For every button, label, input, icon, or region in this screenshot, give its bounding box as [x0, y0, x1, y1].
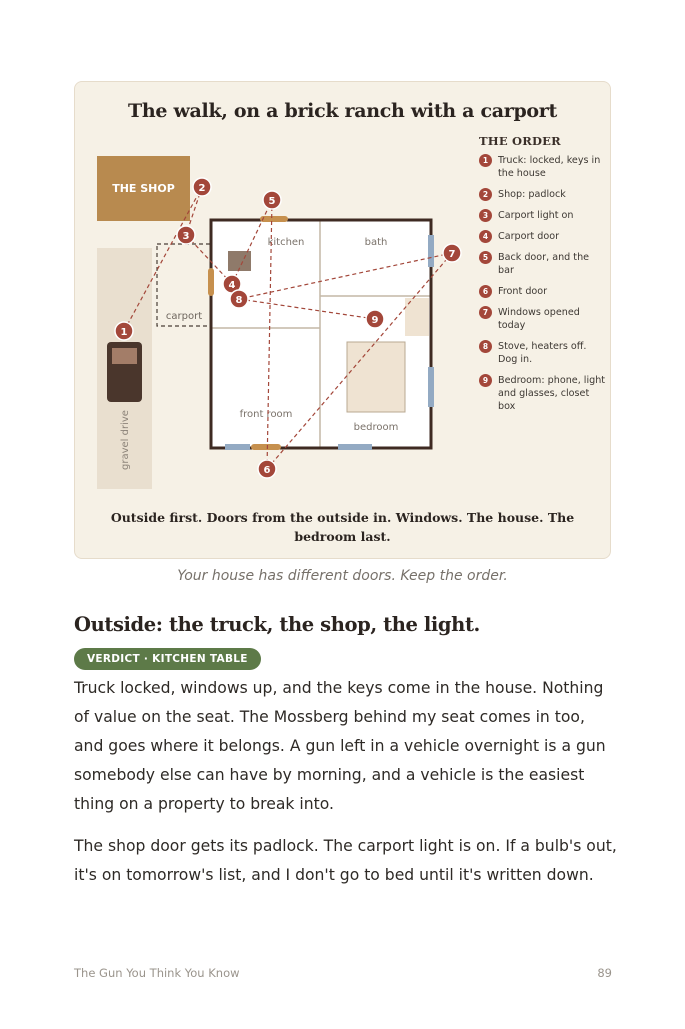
section-heading: Outside: the truck, the shop, the light.: [74, 613, 480, 636]
order-item: [479, 285, 607, 298]
window: [225, 444, 250, 450]
figure-caption: Outside first. Doors from the outside in. Windows. The house. The bedroom last.: [110, 510, 575, 544]
order-number: 8: [479, 340, 492, 353]
order-text: Carport door: [498, 231, 560, 242]
order-item: [479, 188, 607, 201]
window: [428, 235, 434, 267]
order-item: [479, 306, 607, 332]
route-marker: [263, 191, 281, 209]
body-paragraph: Truck locked, windows up, and the keys come in the house. Nothing of value on the seat. The Mossberg behind my seat comes in too, and goes where it belongs. A gun left in a vehicle overnight is a gun somebody else can have by morning, and a vehicle is the easiest thing on a property to break into.: [74, 679, 606, 813]
route-marker: [115, 322, 133, 340]
order-item: [479, 154, 607, 180]
carport-label: carport: [165, 311, 203, 322]
window: [428, 367, 434, 407]
order-text: Stove, heaters off. Dog in.: [498, 341, 587, 365]
verdict-badge: VERDICT · KITCHEN TABLE: [74, 648, 261, 670]
carport-door: [208, 268, 214, 296]
order-text: Bedroom: phone, light and glasses, closet box: [498, 375, 606, 412]
order-number: 7: [479, 306, 492, 319]
room-label-front-room: front room: [239, 409, 293, 420]
figure-title: The walk, on a brick ranch with a carport: [128, 100, 557, 122]
room-label-bath: bath: [364, 237, 388, 248]
body-paragraph: The shop door gets its padlock. The carport light is on. If a bulb's out, it's on tomorrow's list, and I don't go to bed until it's written down.: [74, 837, 617, 884]
bed: [347, 342, 405, 412]
route-marker: [443, 244, 461, 262]
order-text: Back door, and the bar: [498, 252, 590, 276]
svg-text:9: 9: [371, 315, 379, 326]
order-number: 5: [479, 251, 492, 264]
room-label-bedroom: bedroom: [353, 422, 399, 433]
order-text: Windows opened today: [498, 307, 580, 331]
order-text: Shop: padlock: [498, 189, 566, 200]
order-item: [479, 209, 607, 222]
route-marker: [366, 310, 384, 328]
svg-text:4: 4: [228, 280, 236, 291]
footer-page-number: 89: [597, 966, 612, 980]
order-number: 9: [479, 374, 492, 387]
svg-text:3: 3: [182, 231, 190, 242]
order-item: [479, 230, 607, 243]
svg-text:1: 1: [120, 327, 128, 338]
order-number: 1: [479, 154, 492, 167]
back-door: [260, 216, 288, 222]
order-heading: THE ORDER: [479, 134, 561, 148]
shop-label: THE SHOP: [112, 182, 175, 195]
svg-text:7: 7: [448, 249, 456, 260]
order-number: 4: [479, 230, 492, 243]
order-item: [479, 374, 607, 413]
route-marker: [177, 226, 195, 244]
gravel-drive-label: gravel drive: [120, 410, 131, 470]
order-number: 2: [479, 188, 492, 201]
room-label-kitchen: kitchen: [267, 237, 305, 248]
route-marker: [258, 460, 276, 478]
figure-subcaption: Your house has different doors. Keep the order.: [177, 568, 508, 584]
order-list: [479, 154, 607, 413]
order-number: 6: [479, 285, 492, 298]
svg-text:2: 2: [198, 183, 206, 194]
window: [338, 444, 372, 450]
order-item: [479, 340, 607, 366]
order-legend: [479, 134, 607, 421]
order-text: Truck: locked, keys in the house: [498, 155, 601, 179]
route-marker: [193, 178, 211, 196]
truck-windshield: [112, 348, 137, 364]
front-door: [251, 444, 281, 450]
svg-text:5: 5: [268, 196, 276, 207]
order-number: 3: [479, 209, 492, 222]
order-text: Carport light on: [498, 210, 574, 221]
route-marker: [230, 290, 248, 308]
order-text: Front door: [498, 286, 548, 297]
svg-text:8: 8: [235, 295, 243, 306]
order-item: [479, 251, 607, 277]
footer-book-title: The Gun You Think You Know: [74, 966, 240, 980]
floor-plan-figure: [74, 81, 611, 559]
svg-text:6: 6: [263, 465, 271, 476]
